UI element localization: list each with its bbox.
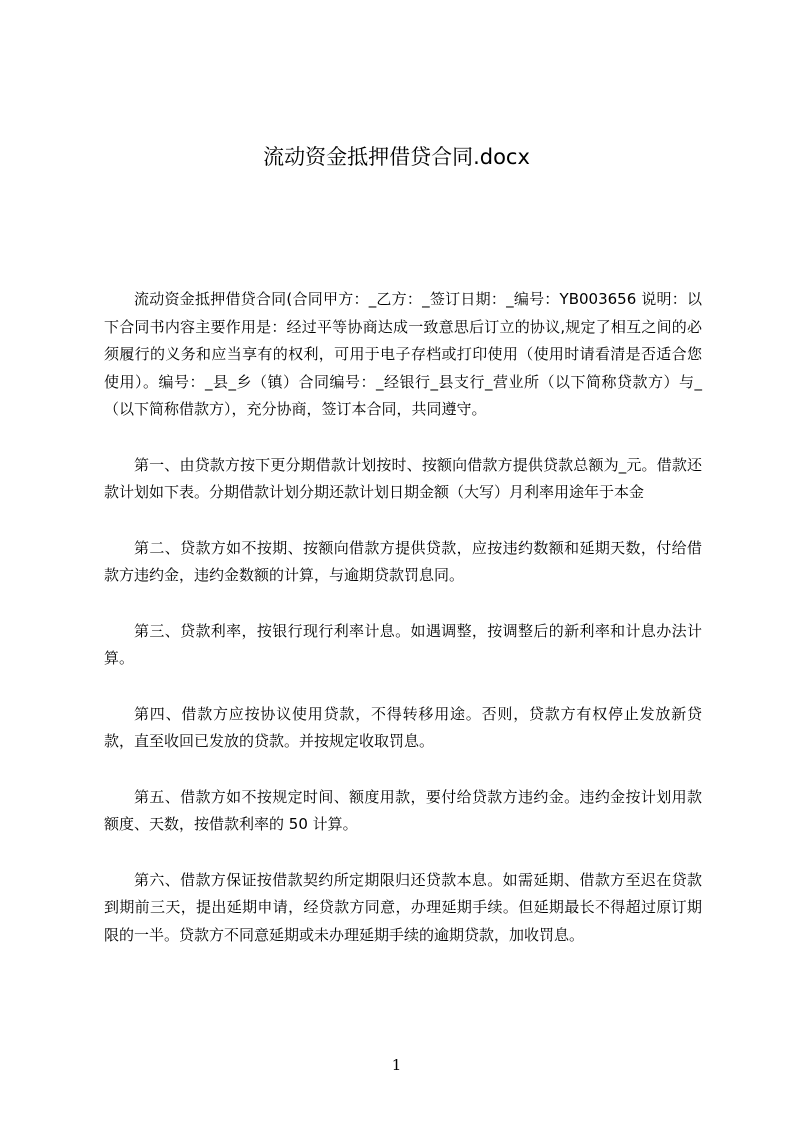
- paragraph-clause-2: 第二、贷款方如不按期、按额向借款方提供贷款，应按违约数额和延期天数，付给借款方违约金，违约金数额的计算，与逾期贷款罚息同。: [104, 538, 702, 584]
- paragraph-clause-5: 第五、借款方如不按规定时间、额度用款，要付给贷款方违约金。违约金按计划用款额度、天数，按借款利率的 50 计算。: [104, 787, 702, 833]
- paragraph-clause-1: 第一、由贷款方按下更分期借款计划按时、按额向借款方提供贷款总额为_元。借款还款计划如下表。分期借款计划分期还款计划日期金额（大写）月利率用途年于本金: [104, 455, 702, 501]
- paragraph-clause-6: 第六、借款方保证按借款契约所定期限归还贷款本息。如需延期、借款方至迟在贷款到期前三天，提出延期申请，经贷款方同意，办理延期手续。但延期最长不得超过原订期限的一半。贷款方不同意延期或未办理延期手续的逾期贷款，加收罚息。: [104, 870, 702, 944]
- page-number: 1: [391, 1056, 402, 1074]
- document-title: 流动资金抵押借贷合同.docx: [263, 145, 530, 169]
- paragraph-clause-3: 第三、贷款利率，按银行现行利率计息。如遇调整，按调整后的新利率和计息办法计算。: [104, 621, 702, 667]
- paragraph-preamble: 流动资金抵押借贷合同(合同甲方：_乙方：_签订日期：_编号：YB003656 说明：以下合同书内容主要作用是：经过平等协商达成一致意思后订立的协议,规定了相互之间的必须履行的义务和应当享有的权利，可用于电子存档或打印使用（使用时请看清是否适合您使用）。编号：_县_乡（镇）合同编号：_经银行_县支行_营业所（以下简称贷款方）与_（以下简称借款方），充分协商，签订本合同，共同遵守。: [104, 290, 702, 418]
- document-body: [104, 286, 702, 949]
- paragraph-clause-4: 第四、借款方应按协议使用贷款，不得转移用途。否则，贷款方有权停止发放新贷款，直至收回已发放的贷款。并按规定收取罚息。: [104, 704, 702, 750]
